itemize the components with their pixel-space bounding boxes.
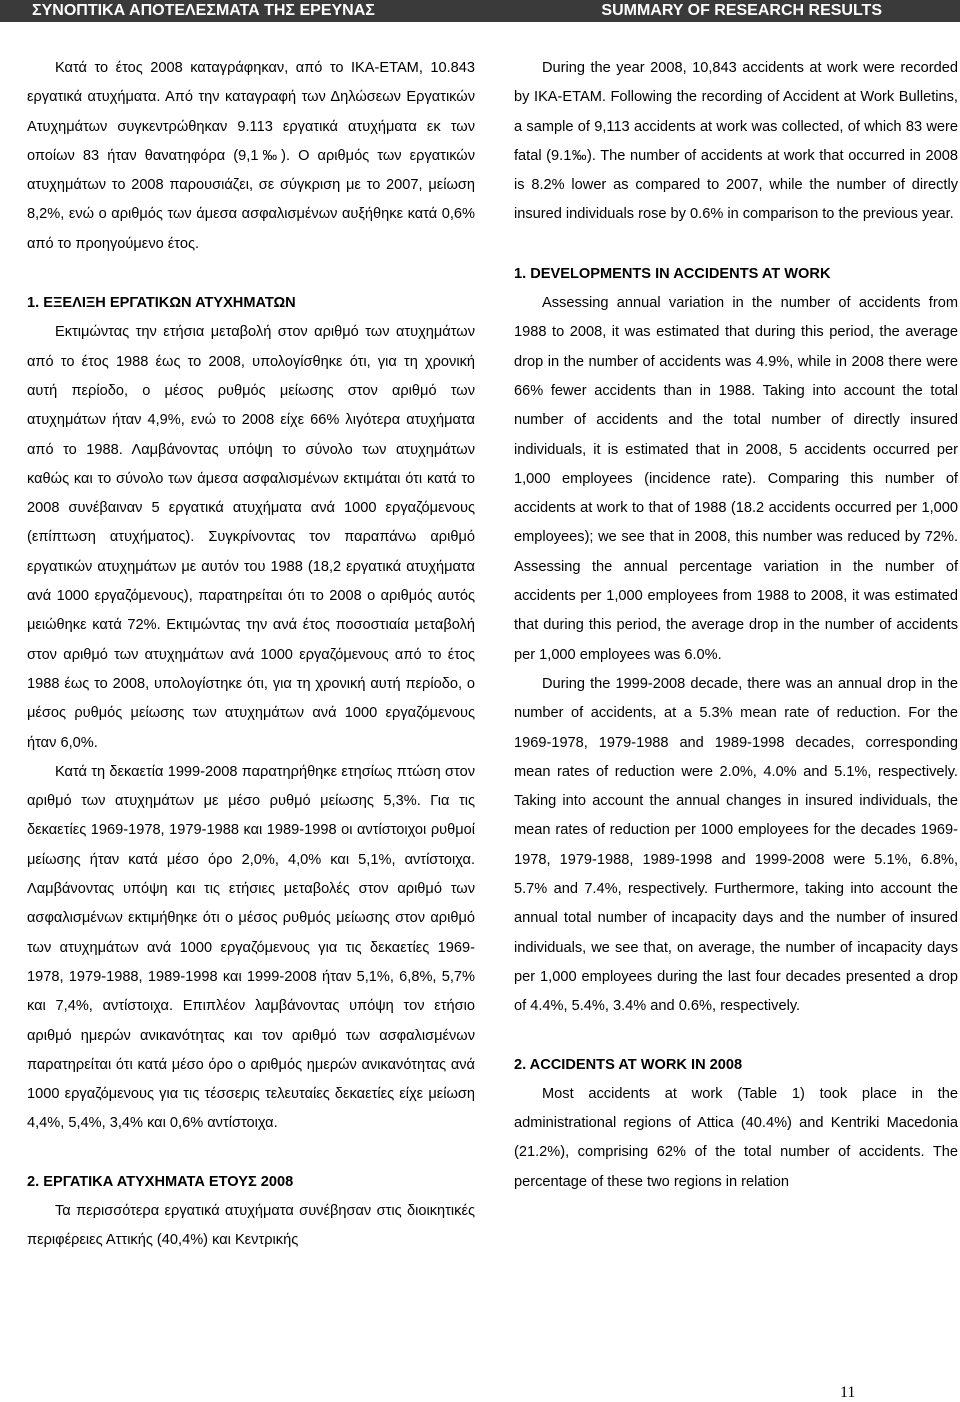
greek-section1-paragraph-2: Κατά τη δεκαετία 1999-2008 παρατηρήθηκε ετησίως πτώση στον αριθμό των ατυχημάτων με μέσο ρυθμό μείωσης 5,3%. Για τις δεκαετίες 1969-1978, 1979-1988 και 1989-1998 οι αντίστοιχοι ρυθμοί μείωσης ήταν κατά μέσο όρο 2,0%, 4,0% και 5,1%, αντίστοιχα. Λαμβάνοντας υπόψη και τις ετήσιες μεταβολές στον αριθμό των ασφαλισμένων εκτιμήθηκε ότι ο μέσος ρυθμός μείωσης στον αριθμό των ατυχημάτων ανά 1000 εργαζόμενους για τις δεκαετίες 1969-1978, 1979-1988, 1989-1998 και 1999-2008 ήταν 5,1%, 6,8%, 5,7% και 7,4%, αντίστοιχα. Επιπλέον λαμβάνοντας υπόψη τον ετήσιο αριθμό ημερών ανικανότητας και τον αριθμό των ασφαλισμένων παρατηρείται ότι κατά μέσο όρο ο αριθμός ημερών ανικανότητας ανά 1000 εργαζόμενους για τις τέσσερις τελευταίες δεκαετίες είχε μείωση 4,4%, 5,4%, 3,4% και 0,6% αντίστοιχα. bbox=[27, 763, 475, 1132]
english-section1-paragraph-1: Assessing annual variation in the number of accidents from 1988 to 2008, it was estimated that during this period, the average drop in the number of accidents was 4.9%, while in 2008 there were 66% fewer accidents than in 1988. Taking into account the total number of accidents and the total number of directly insured individuals, it is estimated that in 2008, 5 accidents occurred per 1,000 employees (incidence rate). Comparing this number of accidents at work to that of 1988 (18.2 accidents occurred per 1,000 employees); we see that in 2008, this number was reduced by 72%. Assessing the annual percentage variation in the number of accidents per 1,000 employees from 1988 to 2008, it was estimated that during this period, the average drop in the number of accidents per 1,000 employees was 6.0%. bbox=[514, 295, 958, 663]
english-column bbox=[514, 54, 958, 1197]
header-title-greek: ΣΥΝΟΠΤΙΚΑ ΑΠΟΤΕΛΕΣΜΑΤΑ ΤΗΣ ΕΡΕΥΝΑΣ bbox=[32, 2, 375, 19]
header-bar bbox=[0, 0, 960, 22]
english-section2-paragraph-1: Most accidents at work (Table 1) took place in the administrational regions of Attica (40.4%) and Kentriki Macedonia (21.2%), comprising 62% of the total number of accidents. The percentage of these two regions in relation bbox=[514, 1085, 958, 1190]
english-section1-paragraph-2: During the 1999-2008 decade, there was an annual drop in the number of accidents, at a 5.3% mean rate of reduction. For the 1969-1978, 1979-1988 and 1989-1998 decades, corresponding mean rates of reduction were 2.0%, 4.0% and 5.1%, respectively. Taking into account the annual changes in insured individuals, the mean rates of reduction per 1000 employees for the decades 1969-1978, 1979-1988, 1989-1998 and 1999-2008 were 5.1%, 6.8%, 5.7% and 7.4%, respectively. Furthermore, taking into account the annual total number of incapacity days and the number of insured individuals, we see that, on average, the number of incapacity days per 1,000 employees during the last four decades presented a drop of 4.4%, 5.4%, 3.4% and 0.6%, respectively. bbox=[514, 675, 958, 1015]
greek-intro-paragraph: Κατά το έτος 2008 καταγράφηκαν, από το ΙΚΑ-ΕΤΑΜ, 10.843 εργατικά ατυχήματα. Από την καταγραφή των Δηλώσεων Εργατικών Ατυχημάτων συγκεντρώθηκαν 9.113 εργατικά ατυχήματα εκ των οποίων 83 ήταν θανατηφόρα (9,1‰). Ο αριθμός των εργατικών ατυχημάτων το 2008 παρουσιάζει, σε σύγκριση με το 2007, μείωση 8,2%, ενώ ο αριθμός των άμεσα ασφαλισμένων αυξήθηκε κατά 0,6% από το προηγούμενο έτος. bbox=[27, 60, 475, 252]
english-section2-heading: 2. ACCIDENTS AT WORK IN 2008 bbox=[514, 1056, 743, 1073]
english-section1-heading: 1. DEVELOPMENTS IN ACCIDENTS AT WORK bbox=[514, 265, 831, 282]
greek-column bbox=[27, 54, 475, 1256]
page-number: 11 bbox=[840, 1384, 856, 1401]
english-intro-paragraph: During the year 2008, 10,843 accidents at work were recorded by IKA-ETAM. Following the recording of Accident at Work Bulletins, a sample of 9,113 accidents at work was collected, of which 83 were fatal (9.1‰). The number of accidents at work that occurred in 2008 is 8.2% lower as compared to 2007, while the number of directly insured individuals rose by 0.6% in comparison to the previous year. bbox=[514, 60, 958, 223]
greek-section2-paragraph-1: Τα περισσότερα εργατικά ατυχήματα συνέβησαν στις διοικητικές περιφέρειες Αττικής (40,4%) και Κεντρικής bbox=[27, 1202, 475, 1249]
header-title-english: SUMMARY OF RESEARCH RESULTS bbox=[601, 2, 882, 19]
greek-section2-heading: 2. ΕΡΓΑΤΙΚΑ ΑΤΥΧΗΜΑΤΑ ΕΤΟΥΣ 2008 bbox=[27, 1173, 294, 1190]
greek-section1-paragraph-1: Εκτιμώντας την ετήσια μεταβολή στον αριθμό των ατυχημάτων από το έτος 1988 έως το 2008, υπολογίσθηκε ότι, για τη χρονική αυτή περίοδο, ο μέσος ρυθμός μείωσης στον αριθμό των ατυχημάτων ήταν 4,9%, ενώ το 2008 είχε 66% λιγότερα ατυχήματα από το 1988. Λαμβάνοντας υπόψη το σύνολο των ατυχημάτων καθώς και το σύνολο των άμεσα ασφαλισμένων εκτιμάται ότι κατά το 2008 συνέβαιναν 5 εργατικά ατυχήματα ανά 1000 εργαζόμενους (επίπτωση ατυχήματος). Συγκρίνοντας τον παραπάνω αριθμό εργατικών ατυχημάτων με αυτόν του 1988 (18,2 εργατικά ατυχήματα ανά 1000 εργαζόμενους), παρατηρείται ότι το 2008 ο αριθμός αυτός μειώθηκε κατά 72%. Εκτιμώντας την ανά έτος ποσοστιαία μεταβολή στον αριθμό των ατυχημάτων ανά 1000 εργαζόμενους από το έτος 1988 έως το 2008, υπολογίστηκε ότι, για τη χρονική αυτή περίοδο, ο μέσος ρυθμός μείωσης των ατυχημάτων ανά 1000 εργαζόμενους ήταν 6,0%. bbox=[27, 324, 475, 751]
greek-section1-heading: 1. ΕΞΕΛΙΞΗ ΕΡΓΑΤΙΚΩΝ ΑΤΥΧΗΜΑΤΩΝ bbox=[27, 295, 296, 312]
